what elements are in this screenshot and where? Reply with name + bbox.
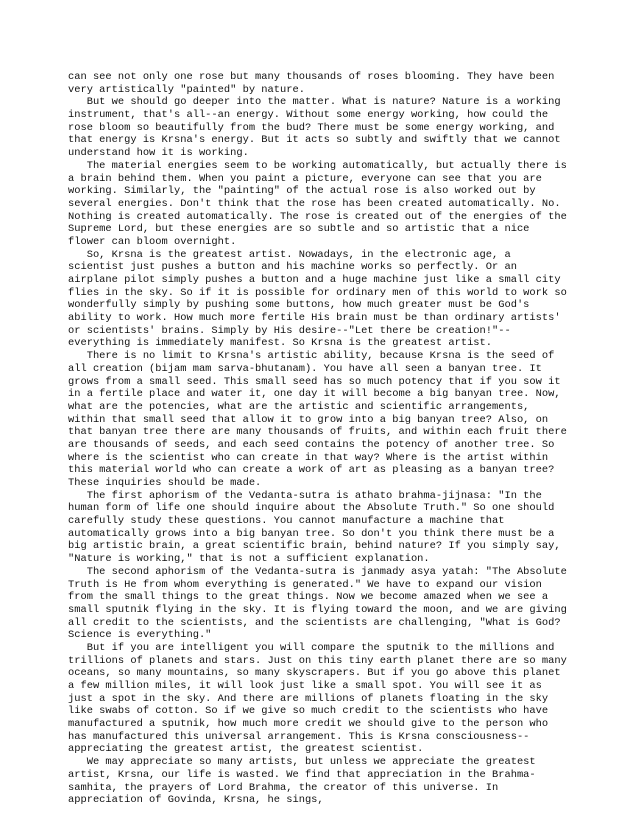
text-line: in a fertile place and water it, one day it will become a big banyan tree. Now, — [68, 388, 561, 401]
text-line: We may appreciate so many artists, but unless we appreciate the greatest — [68, 756, 536, 769]
text-line: has manufactured this universal arrangement. This is Krsna consciousness-- — [68, 730, 530, 743]
text-line: a few million miles, it will look just like a small spot. You will see it as — [68, 680, 542, 692]
text-line: all creation (bijam mam sarva-bhutanam). You have all seen a banyan tree. It — [68, 362, 542, 375]
text-line: Science is everything." — [68, 629, 212, 642]
text-line: samhita, the prayers of Lord Brahma, the creator of this universe. In — [68, 781, 499, 794]
text-line: that banyan tree there are many thousands of fruits, and within each fruit there — [68, 426, 567, 439]
text-line: scientist just pushes a button and his machine works so perfectly. Or an — [68, 261, 517, 274]
text-line: manufactured a sputnik, how much more credit we should give to the person who — [68, 718, 549, 731]
text-line: understand how it is working. — [68, 147, 249, 160]
text-line: The second aphorism of the Vedanta-sutra is janmady asya yatah: "The Absolute — [68, 565, 567, 578]
text-line: The material energies seem to be working automatically, but actually there is — [68, 159, 567, 172]
text-line: everything is immediately manifest. So Krsna is the greatest artist. — [68, 337, 493, 350]
text-line: automatically grows into a big banyan tree. So don't you think there must be a — [68, 527, 555, 540]
text-line: that energy is Krsna's energy. But it acts so subtly and swiftly that we cannot — [68, 134, 561, 147]
text-line: "Nature is working," that is not a sufficient explanation. — [68, 553, 430, 566]
text-line: These inquiries should be made. — [68, 477, 262, 489]
text-line: working. Similarly, the "painting" of the actual rose is also worked out by — [68, 185, 536, 198]
text-line: There is no limit to Krsna's artistic ability, because Krsna is the seed of — [68, 350, 555, 363]
text-line: flies in the sky. So if it is possible for ordinary men of this world to work so — [68, 286, 567, 299]
text-line: airplane pilot simply pushes a button and a huge machine just like a small city — [68, 274, 561, 286]
text-line: Supreme Lord, but these energies are so subtle and so artistic that a nice — [68, 223, 530, 236]
text-line: big artistic brain, a great scientific brain, behind nature? If you simply say, — [68, 540, 561, 553]
text-line: where is the scientist who can create in that way? Where is the artist within — [68, 451, 549, 464]
text-line: just a spot in the sky. And there are millions of planets floating in the sky — [68, 692, 549, 705]
text-line: several energies. Don't think that the rose has been created automatically. No. — [68, 197, 561, 210]
text-line: So, Krsna is the greatest artist. Nowadays, in the electronic age, a — [68, 248, 511, 261]
text-line: are thousands of seeds, and each seed contains the potency of another tree. So — [68, 438, 555, 451]
text-line: But if you are intelligent you will compare the sputnik to the millions and — [68, 641, 555, 654]
text-line: like swabs of cotton. So if we give so much credit to the scientists who have — [68, 705, 549, 718]
text-line: Nothing is created automatically. The rose is created out of the energies of the — [68, 210, 567, 223]
text-line: or scientists' brains. Simply by His desire--"Let there be creation!"-- — [68, 324, 511, 337]
text-line: within that small seed that allow it to grow into a big banyan tree? Also, on — [68, 413, 549, 426]
text-line: appreciation of Govinda, Krsna, he sings, — [68, 794, 324, 807]
text-line: oceans, so many mountains, so many skyscrapers. But if you go above this planet — [68, 667, 561, 680]
text-line: all credit to the scientists, and the scientists are challenging, "What is God? — [68, 616, 561, 629]
text-line: small sputnik flying in the sky. It is flying toward the moon, and we are giving — [68, 603, 567, 616]
text-line: ability to work. How much more fertile His brain must be than ordinary artists' — [68, 312, 561, 325]
text-line: a brain behind them. When you paint a picture, everyone can see that you are — [68, 172, 542, 185]
text-line: what are the potencies, what are the artistic and scientific arrangements, — [68, 400, 530, 413]
text-line: rose bloom so beautifully from the bud? There must be some energy working, and — [68, 121, 555, 134]
text-line: human form of life one should inquire about the Absolute Truth." So one should — [68, 502, 555, 515]
text-line: very artistically "painted" by nature. — [68, 83, 305, 96]
text-line: artist, Krsna, our life is wasted. We find that appreciation in the Brahma- — [68, 768, 536, 781]
text-line: from the small things to the great things. Now we become amazed when we see a — [68, 591, 549, 604]
text-line: trillions of planets and stars. Just on this tiny earth planet there are so many — [68, 654, 567, 667]
text-line: this material world who can create a work of art as pleasing as a banyan tree? — [68, 464, 555, 477]
text-line: But we should go deeper into the matter. What is nature? Nature is a working — [68, 96, 561, 109]
text-line: flower can bloom overnight. — [68, 235, 237, 248]
text-line: carefully study these questions. You cannot manufacture a machine that — [68, 515, 505, 528]
text-line: instrument, that's all--an energy. Without some energy working, how could the — [68, 109, 549, 122]
text-line: appreciating the greatest artist, the greatest scientist. — [68, 743, 424, 756]
text-line: wonderfully simply by pushing some buttons, how much greater must be God's — [68, 299, 530, 312]
text-line: can see not only one rose but many thousands of roses blooming. They have been — [68, 71, 555, 83]
text-line: The first aphorism of the Vedanta-sutra is athato brahma-jijnasa: "In the — [68, 489, 542, 502]
text-line: grows from a small seed. This small seed has so much potency that if you sow it — [68, 375, 561, 388]
document-page — [68, 71, 638, 807]
text-line: Truth is He from whom everything is generated." We have to expand our vision — [68, 578, 542, 591]
